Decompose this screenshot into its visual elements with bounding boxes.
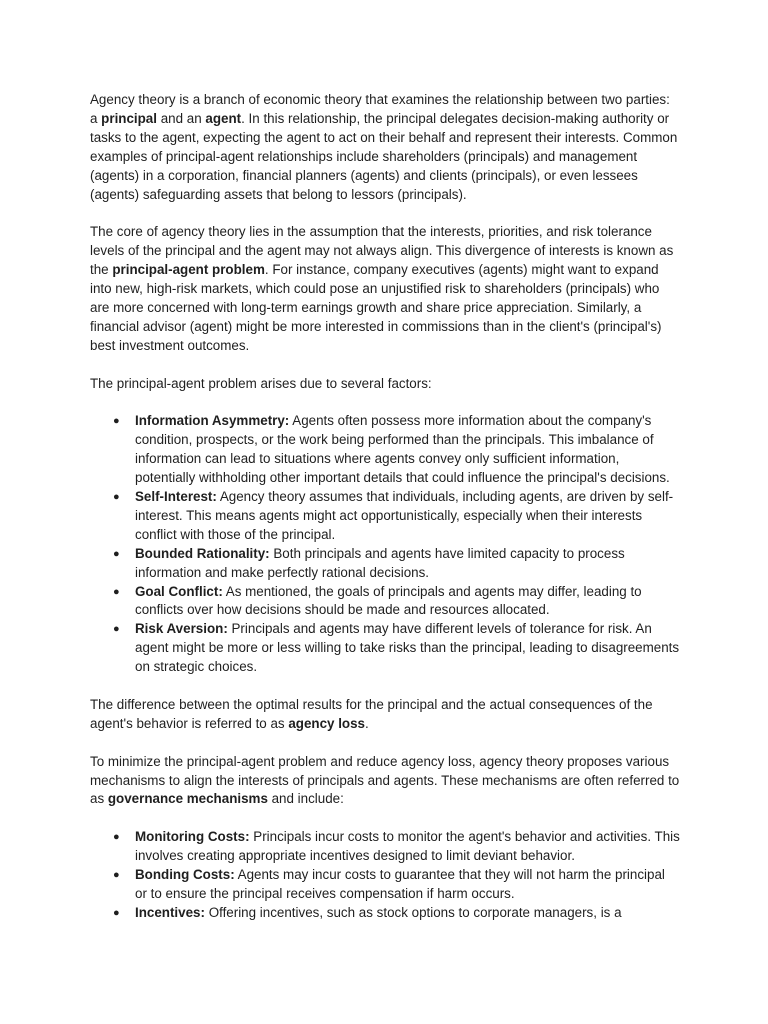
paragraph-core: The core of agency theory lies in the assumption that the interests, priorities, and risk tolerance levels of the principal and the agent may not always align. This divergence of interests is known as the principal-agent problem. For instance, company executives (agents) might want to expand into new, high-risk markets, which could pose an unjustified risk to shareholders (principals) who are more concerned with long-term earnings growth and share price appreciation. Similarly, a financial advisor (agent) might be more interested in commissions than in the client's (principal's) best investment outcomes. (90, 224, 674, 353)
list-item: ● Monitoring Costs: Principals incur costs to monitor the agent's behavior and activities. This involves creating appropriate incentives designed to limit deviant behavior. (113, 829, 680, 864)
list-item-label: Self-Interest: (135, 488, 217, 504)
list-item: ● Incentives: Offering incentives, such as stock options to corporate managers, is a (135, 904, 680, 923)
bullet-icon: ● (113, 869, 120, 882)
term-agency-loss: agency loss (288, 715, 365, 731)
list-item-label: Incentives: (135, 904, 205, 920)
factors-list (90, 412, 680, 677)
term-principal-agent-problem: principal-agent problem (112, 262, 265, 278)
bullet-icon: ● (113, 906, 120, 919)
bullet-icon: ● (113, 831, 120, 844)
list-item-label: Bonding Costs: (135, 867, 235, 883)
bullet-icon: ● (113, 415, 120, 428)
list-item-label: Goal Conflict: (135, 583, 223, 599)
list-item: ● Self-Interest: Agency theory assumes that individuals, including agents, are driven by self-interest. This means agents might act opportunistically, especially when their interests conflict with those of the principal. (113, 488, 674, 542)
term-principal: principal (101, 110, 157, 126)
paragraph-governance: To minimize the principal-agent problem and reduce agency loss, agency theory proposes various mechanisms to align the interests of principals and agents. These mechanisms are often referred to as governance mechanisms and include: (90, 753, 680, 807)
list-item: ● Bonding Costs: Agents may incur costs to guarantee that they will not harm the principal or to ensure the principal receives compensation if harm occurs. (113, 867, 665, 901)
list-item-label: Information Asymmetry: (135, 413, 290, 429)
list-item-label: Risk Aversion: (135, 621, 228, 637)
list-item-label: Monitoring Costs: (135, 829, 250, 845)
bullet-icon: ● (113, 585, 120, 598)
list-item: ● Goal Conflict: As mentioned, the goals of principals and agents may differ, leading to conflicts over how decisions should be made and resources allocated. (113, 583, 642, 618)
list-item: ● Bounded Rationality: Both principals and agents have limited capacity to process information and make perfectly rational decisions. (113, 545, 625, 580)
bullet-icon: ● (113, 623, 120, 636)
term-agent: agent (205, 110, 242, 126)
document-page (90, 91, 680, 942)
term-governance-mechanisms: governance mechanisms (107, 791, 268, 807)
bullet-icon: ● (113, 490, 120, 503)
bullet-icon: ● (113, 547, 120, 560)
paragraph-agency-loss: The difference between the optimal results for the principal and the actual consequences of the agent's behavior is referred to as agency loss. (90, 696, 653, 731)
paragraph-factors-intro: The principal-agent problem arises due to several factors: (90, 375, 432, 391)
list-item: ● Risk Aversion: Principals and agents may have different levels of tolerance for risk. An agent might be more or less willing to take risks than the principal, leading to disagreements on strategic choices. (113, 621, 680, 675)
list-item: ● Information Asymmetry: Agents often possess more information about the company's condition, prospects, or the work being performed than the principals. This imbalance of information can lead to situations where agents convey only sufficient information, potentially withholding other important details that could influence the principal's decisions. (113, 413, 670, 486)
paragraph-intro: Agency theory is a branch of economic theory that examines the relationship between two parties: a principal and an agent. In this relationship, the principal delegates decision-making authority or tasks to the agent, expecting the agent to act on their behalf and represent their interests. Common examples of principal-agent relationships include shareholders (principals) and management (agents) in a corporation, financial planners (agents) and clients (principals), or even lessees (agents) safeguarding assets that belong to lessors (principals). (90, 92, 678, 202)
mechanisms-list (90, 828, 680, 923)
list-item-label: Bounded Rationality: (135, 545, 270, 561)
